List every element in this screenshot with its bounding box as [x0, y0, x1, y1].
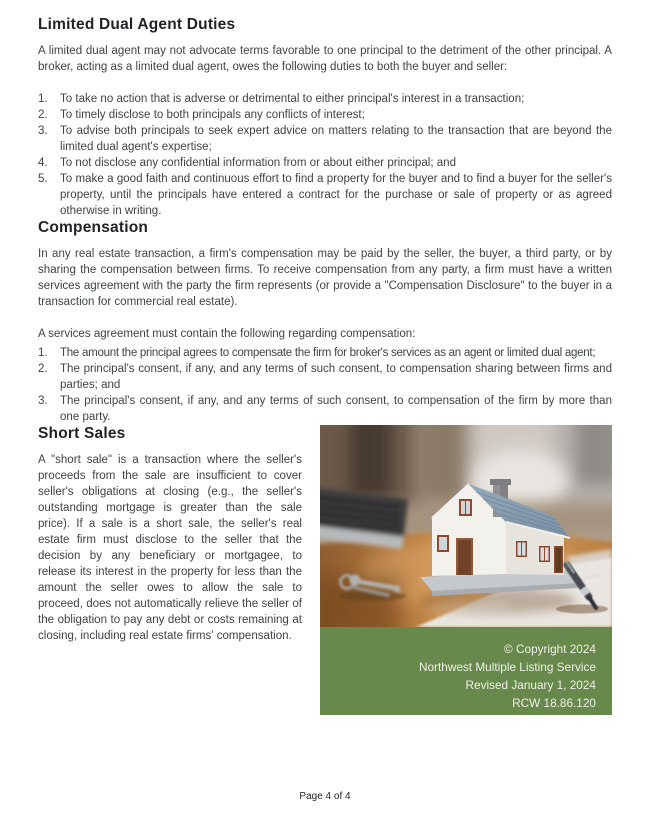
page-number: Page 4 of 4: [299, 791, 351, 802]
limited-dual-intro-paragraph: A limited dual agent may not advocate terms favorable to one principal to the detriment of the other principal. A broker, acting as a limited dual agent, owes the following duties to both the buyer and seller:: [38, 45, 612, 73]
list-item: [38, 345, 612, 361]
list-item-text: To timely disclose to both principals any conflicts of interest;: [60, 109, 365, 121]
compensation-lead-in: A services agreement must contain the following regarding compensation:: [38, 328, 416, 340]
list-item: [38, 123, 612, 155]
list-item-number: 3.: [38, 125, 48, 137]
limited-dual-duties-list: [38, 91, 612, 219]
copyright-box: [320, 627, 612, 715]
house-model-photo: [320, 425, 612, 627]
list-item-number: 2.: [38, 109, 48, 121]
list-item-text: To make a good faith and continuous effort to find a property for the buyer and to find a buyer for the seller's property, until the principals have entered a contract for the purchase or sale of property or as agreed otherwise in writing.: [60, 173, 612, 217]
list-item-text: To advise both principals to seek expert advice on matters relating to the transaction that are beyond the limited dual agent's expertise;: [60, 125, 612, 153]
copyright-line: Revised January 1, 2024: [465, 678, 596, 692]
list-item: [38, 91, 612, 107]
list-item-text: The amount the principal agrees to compensate the firm for broker's services as an agent or limited dual agent;: [60, 347, 596, 359]
list-item-number: 2.: [38, 363, 48, 375]
list-item-number: 1.: [38, 93, 48, 105]
section-heading-limited-dual-agent-duties: Limited Dual Agent Duties: [38, 16, 236, 33]
list-item-text: The principal's consent, if any, and any terms of such consent, to compensation sharing between firms and parties; and: [60, 363, 612, 391]
list-item-text: To take no action that is adverse or detrimental to either principal's interest in a transaction;: [60, 93, 525, 105]
copyright-line: RCW 18.86.120: [512, 696, 596, 710]
list-item-number: 4.: [38, 157, 48, 169]
list-item-number: 3.: [38, 395, 48, 407]
list-item: [38, 171, 612, 219]
copyright-line: Northwest Multiple Listing Service: [418, 660, 596, 674]
list-item-number: 5.: [38, 173, 48, 185]
compensation-requirements-list: [38, 345, 612, 425]
section-heading-compensation: Compensation: [38, 219, 149, 236]
list-item-text: The principal's consent, if any, and any terms of such consent, to compensation of the firm by more than one party.: [60, 395, 612, 423]
short-sales-section: [38, 425, 612, 715]
section-heading-short-sales: Short Sales: [38, 425, 126, 442]
document-content: [38, 16, 612, 715]
short-sales-text-column: [38, 425, 302, 644]
list-item: [38, 361, 612, 393]
list-item-text: To not disclose any confidential information from or about either principal; and: [60, 157, 457, 169]
list-item: [38, 393, 612, 425]
compensation-paragraph: In any real estate transaction, a firm's compensation may be paid by the seller, the buyer, a third party, or by sharing the compensation between firms. To receive compensation from any party, a firm must have a written services agreement with the party the firm represents (or provide a "Compensation Disclosure" to the buyer in a transaction for commercial real estate).: [38, 248, 612, 308]
copyright-line: © Copyright 2024: [504, 642, 596, 656]
list-item-number: 1.: [38, 347, 48, 359]
list-item: [38, 107, 612, 123]
list-item: [38, 155, 612, 171]
figure-column: [320, 425, 612, 715]
short-sales-paragraph: A "short sale" is a transaction where the seller's proceeds from the sale are insufficient to cover seller's obligations at closing (e.g., the seller's outstanding mortgage is greater than the sale price). If a sale is a short sale, the seller's real estate firm must disclose to the seller that the decision by any beneficiary or mortgagee, to release its interest in the property for less than the amount the seller owes to allow the sale to proceed, does not automatically relieve the seller of the obligation to pay any debt or costs remaining at closing, including real estate firms' compensation.: [38, 454, 302, 642]
